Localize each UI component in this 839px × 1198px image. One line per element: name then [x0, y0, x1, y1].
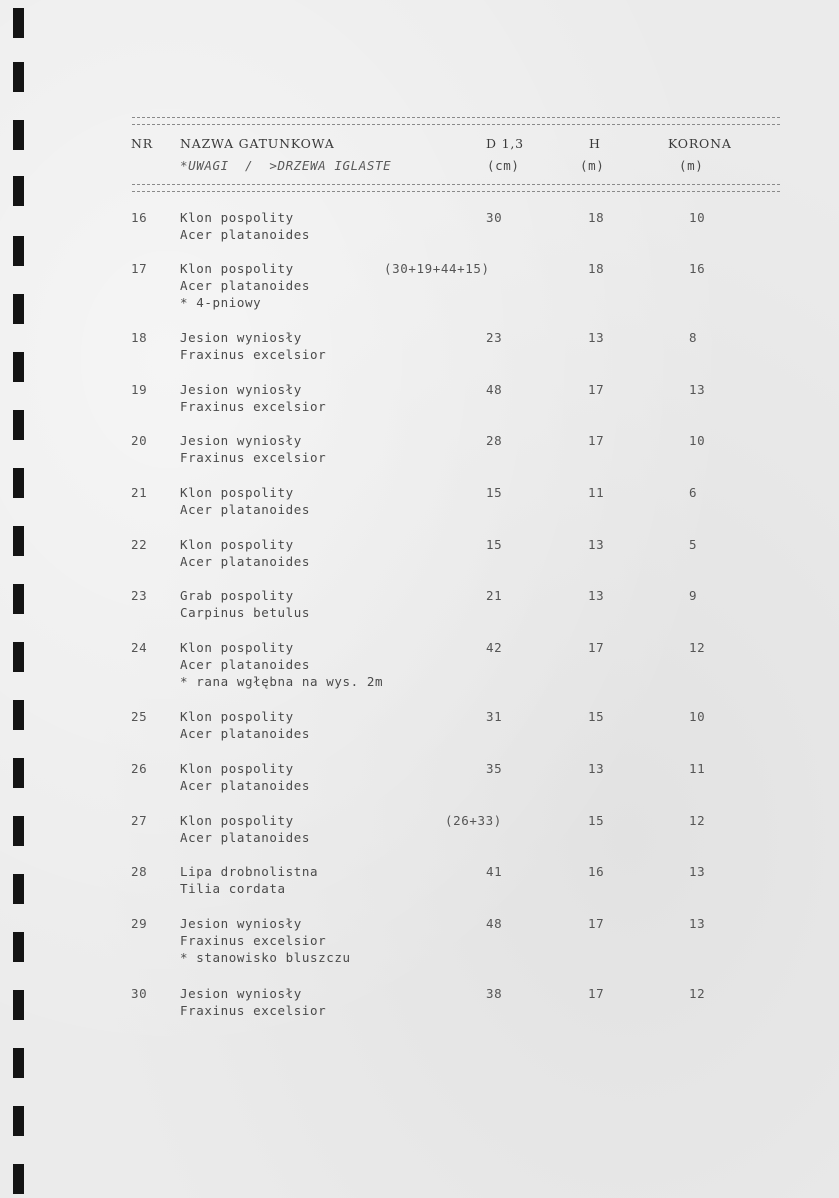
header-h-unit: (m) — [580, 158, 605, 173]
tree-nr: 28 — [131, 864, 148, 879]
tree-name-pl: Klon pospolity — [180, 537, 294, 552]
tree-name-pl: Klon pospolity — [180, 485, 294, 500]
tree-name-lat: Fraxinus excelsior — [180, 347, 327, 362]
binding-hole — [13, 874, 24, 904]
header-rule-bottom — [132, 184, 780, 192]
tree-height: 17 — [588, 433, 605, 448]
tree-name-lat: Acer platanoides — [180, 502, 311, 517]
tree-note: * 4-pniowy — [180, 295, 262, 310]
header-korona-unit: (m) — [679, 158, 704, 173]
tree-note: * stanowisko bluszczu — [180, 950, 351, 965]
tree-nr: 21 — [131, 485, 148, 500]
tree-name-pl: Klon pospolity — [180, 261, 294, 276]
binding-hole — [13, 758, 24, 788]
tree-diameter: 42 — [486, 640, 503, 655]
tree-nr: 16 — [131, 210, 148, 225]
tree-crown: 5 — [689, 537, 698, 552]
tree-diameter: 48 — [486, 916, 503, 931]
tree-nr: 27 — [131, 813, 148, 828]
tree-crown: 12 — [689, 986, 706, 1001]
tree-name-pl: Lipa drobnolistna — [180, 864, 319, 879]
binding-hole — [13, 352, 24, 382]
header-remarks: *UWAGI / >DRZEWA IGLASTE — [180, 158, 392, 173]
tree-name-lat: Acer platanoides — [180, 657, 311, 672]
binding-hole — [13, 176, 24, 206]
tree-name-lat: Acer platanoides — [180, 227, 311, 242]
tree-height: 18 — [588, 210, 605, 225]
tree-name-lat: Acer platanoides — [180, 554, 311, 569]
binding-hole — [13, 410, 24, 440]
tree-diameter: 41 — [486, 864, 503, 879]
tree-height: 17 — [588, 382, 605, 397]
tree-nr: 17 — [131, 261, 148, 276]
tree-height: 18 — [588, 261, 605, 276]
binding-hole — [13, 62, 24, 92]
tree-crown: 12 — [689, 813, 706, 828]
tree-name-pl: Jesion wyniosły — [180, 330, 302, 345]
binding-hole — [13, 526, 24, 556]
header-nr: NR — [131, 136, 153, 151]
tree-nr: 26 — [131, 761, 148, 776]
tree-height: 17 — [588, 986, 605, 1001]
tree-nr: 22 — [131, 537, 148, 552]
header-d: D 1,3 — [486, 136, 524, 151]
binding-hole — [13, 584, 24, 614]
header-name: NAZWA GATUNKOWA — [180, 136, 335, 151]
binding-hole — [13, 1048, 24, 1078]
tree-name-pl: Jesion wyniosły — [180, 916, 302, 931]
tree-crown: 10 — [689, 433, 706, 448]
binding-hole — [13, 120, 24, 150]
tree-name-lat: Fraxinus excelsior — [180, 450, 327, 465]
tree-crown: 10 — [689, 210, 706, 225]
binding-hole — [13, 990, 24, 1020]
tree-name-lat: Fraxinus excelsior — [180, 399, 327, 414]
tree-height: 15 — [588, 709, 605, 724]
tree-nr: 25 — [131, 709, 148, 724]
binding-hole — [13, 932, 24, 962]
tree-nr: 23 — [131, 588, 148, 603]
binding-hole — [13, 468, 24, 498]
tree-name-lat: Tilia cordata — [180, 881, 286, 896]
tree-diameter: 28 — [486, 433, 503, 448]
tree-diameter: 21 — [486, 588, 503, 603]
binding-hole — [13, 816, 24, 846]
tree-name-lat: Acer platanoides — [180, 278, 311, 293]
binding-hole — [13, 1164, 24, 1194]
binding-hole — [13, 1106, 24, 1136]
tree-crown: 9 — [689, 588, 698, 603]
tree-nr: 30 — [131, 986, 148, 1001]
tree-diameter: 23 — [486, 330, 503, 345]
tree-crown: 11 — [689, 761, 706, 776]
binding-hole — [13, 236, 24, 266]
tree-name-lat: Acer platanoides — [180, 726, 311, 741]
tree-name-pl: Klon pospolity — [180, 640, 294, 655]
tree-height: 11 — [588, 485, 605, 500]
tree-diameter: 30 — [486, 210, 503, 225]
tree-name-lat: Fraxinus excelsior — [180, 933, 327, 948]
tree-crown: 8 — [689, 330, 698, 345]
tree-height: 13 — [588, 537, 605, 552]
header-h: H — [589, 136, 601, 151]
tree-name-lat: Fraxinus excelsior — [180, 1003, 327, 1018]
tree-name-pl: Jesion wyniosły — [180, 986, 302, 1001]
tree-height: 13 — [588, 761, 605, 776]
tree-diameter: 35 — [486, 761, 503, 776]
tree-crown: 13 — [689, 916, 706, 931]
binding-hole — [13, 294, 24, 324]
tree-diameter: (26+33) — [445, 813, 502, 828]
tree-crown: 12 — [689, 640, 706, 655]
tree-nr: 18 — [131, 330, 148, 345]
tree-name-lat: Acer platanoides — [180, 778, 311, 793]
binding-hole — [13, 700, 24, 730]
tree-height: 13 — [588, 330, 605, 345]
tree-crown: 10 — [689, 709, 706, 724]
tree-name-lat: Carpinus betulus — [180, 605, 311, 620]
header-rule-top — [132, 117, 780, 125]
tree-height: 17 — [588, 640, 605, 655]
tree-crown: 16 — [689, 261, 706, 276]
tree-name-pl: Klon pospolity — [180, 210, 294, 225]
tree-nr: 29 — [131, 916, 148, 931]
tree-diameter: 15 — [486, 485, 503, 500]
tree-nr: 20 — [131, 433, 148, 448]
tree-name-pl: Klon pospolity — [180, 761, 294, 776]
tree-crown: 13 — [689, 864, 706, 879]
tree-height: 16 — [588, 864, 605, 879]
tree-diameter: 15 — [486, 537, 503, 552]
tree-nr: 24 — [131, 640, 148, 655]
tree-note: * rana wgłębna na wys. 2m — [180, 674, 384, 689]
tree-diameter: 48 — [486, 382, 503, 397]
header-d-unit: (cm) — [487, 158, 520, 173]
tree-nr: 19 — [131, 382, 148, 397]
tree-height: 13 — [588, 588, 605, 603]
tree-diameter: 31 — [486, 709, 503, 724]
tree-height: 17 — [588, 916, 605, 931]
tree-name-pl: Klon pospolity — [180, 709, 294, 724]
tree-name-pl: Klon pospolity — [180, 813, 294, 828]
tree-diameter: (30+19+44+15) — [384, 261, 490, 276]
tree-height: 15 — [588, 813, 605, 828]
binding-hole — [13, 8, 24, 38]
tree-name-pl: Grab pospolity — [180, 588, 294, 603]
tree-name-lat: Acer platanoides — [180, 830, 311, 845]
header-korona: KORONA — [668, 136, 732, 151]
tree-crown: 6 — [689, 485, 698, 500]
tree-name-pl: Jesion wyniosły — [180, 382, 302, 397]
tree-name-pl: Jesion wyniosły — [180, 433, 302, 448]
binding-hole — [13, 642, 24, 672]
tree-diameter: 38 — [486, 986, 503, 1001]
tree-crown: 13 — [689, 382, 706, 397]
